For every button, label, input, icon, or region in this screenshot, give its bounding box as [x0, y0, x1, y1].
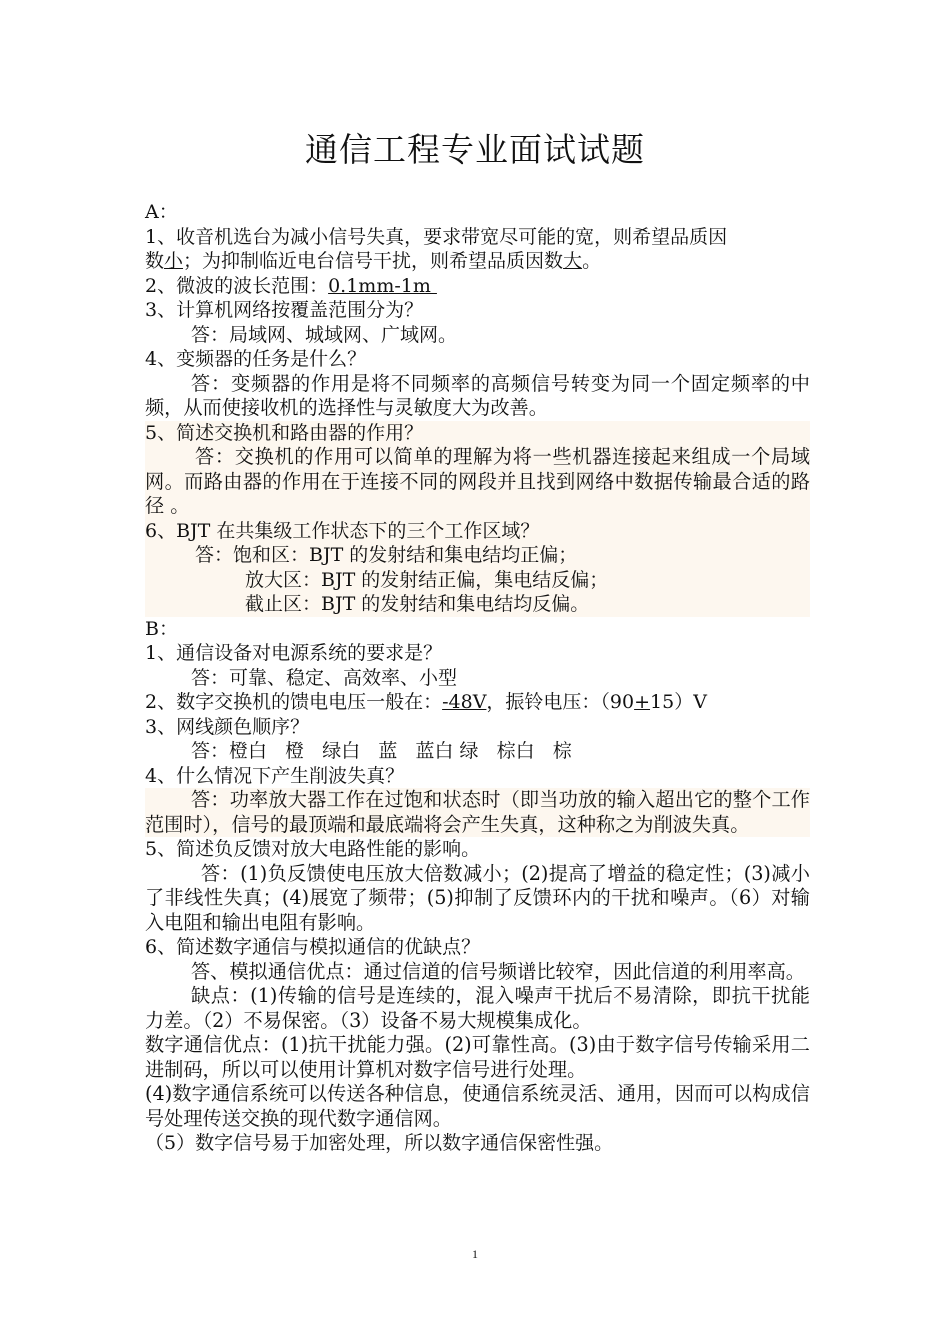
a-question-3: 3、计算机网络按覆盖范围分为？ [145, 299, 424, 321]
a-answer-6-active: 放大区：BJT 的发射结正偏，集电结反偏； [245, 568, 609, 591]
b-answer-6-analog-cons: 缺点：(1)传输的信号是连续的，混入噪声干扰后不易清除，即抗干扰能力差。（2）不易保密。（3）设备不易大规模集成化。 [145, 984, 810, 1032]
answer-small: 小 [164, 250, 184, 272]
a-q5-block [145, 421, 810, 519]
b-answer-6-digital-pros: 数字通信优点：(1)抗干扰能力强。(2)可靠性高。(3)由于数字信号传输采用二进制码，所以可以使用计算机对数字信号进行处理。 [145, 1033, 810, 1081]
b-question-4: 4、什么情况下产生削波失真？ [145, 764, 405, 787]
answer-wavelength: 0.1mm-1m [328, 274, 437, 297]
b-answer-6-analog-pros: 答、模拟通信优点：通过信道的信号频谱比较窄，因此信道的利用率高。 [191, 959, 805, 983]
page-number: 1 [472, 1247, 478, 1261]
a-question-1-line1: 1、收音机选台为减小信号失真，要求带宽尽可能的宽，则希望品质因 [145, 225, 728, 248]
b-question-1: 1、通信设备对电源系统的要求是？ [145, 642, 443, 664]
b-question-5: 5、简述负反馈对放大电路性能的影响。 [145, 838, 481, 860]
a-question-4: 4、变频器的任务是什么？ [145, 348, 367, 370]
b-answer-4: 答：功率放大器工作在过饱和状态时（即当功放的输入超出它的整个工作范围时），信号的最顶端和最底端将会产生失真，这种称之为削波失真。 [145, 788, 810, 836]
a-answer-5: 答：交换机的作用可以简单的理解为将一些机器连接起来组成一个局域网。而路由器的作用在于连接不同的网段并且找到网络中数据传输最合适的路径 。 [145, 445, 810, 517]
plus-minus-sign: + [634, 691, 651, 713]
b-question-3: 3、网线颜色顺序？ [145, 715, 310, 738]
a-answer-6-cutoff: 截止区：BJT 的发射结和集电结均反偏。 [245, 593, 590, 615]
a-question-6: 6、BJT 在共集级工作状态下的三个工作区域？ [145, 519, 540, 542]
a-question-1-line2: 数小；为抑制临近电台信号干扰，则希望品质因数大。 [145, 250, 602, 272]
section-b-label: B： [145, 617, 178, 640]
a-answer-4: 答：变频器的作用是将不同频率的高频信号转变为同一个固定频率的中频，从而使接收机的选择性与灵敏度大为改善。 [145, 371, 810, 419]
a-answer-3: 答：局域网、城域网、广域网。 [191, 323, 458, 346]
page-title: 通信工程专业面试试题 [305, 130, 645, 169]
a-question-5: 5、简述交换机和路由器的作用？ [145, 421, 424, 444]
b-answer-6-digital-5: （5）数字信号易于加密处理，所以数字通信保密性强。 [145, 1132, 614, 1154]
b-answer-6-digital-4: (4)数字通信系统可以传送各种信息，使通信系统灵活、通用，因而可以构成信号处理传送交换的现代数字通信网。 [145, 1082, 810, 1130]
document-body [145, 200, 810, 1156]
b-question-6: 6、简述数字通信与模拟通信的优缺点？ [145, 936, 481, 958]
a-question-2: 2、微波的波长范围：0.1mm-1m [145, 274, 437, 297]
section-a-label: A： [145, 201, 178, 223]
answer-feed-voltage: -48V [442, 691, 487, 713]
a-q6-block [145, 519, 810, 617]
a-answer-6-saturation: 答：饱和区：BJT 的发射结和集电结均正偏； [195, 544, 578, 566]
b-answer-5: 答：(1)负反馈使电压放大倍数减小；(2)提高了增益的稳定性；(3)减小了非线性失真；(4)展宽了频带；(5)抑制了反馈环内的干扰和噪声。（6）对输入电阻和输出电阻有影响。 [145, 861, 810, 934]
b-answer-3: 答：橙白 橙 绿白 蓝 蓝白 绿 棕白 棕 [191, 740, 572, 762]
b-question-2: 2、数字交换机的馈电电压一般在：-48V，振铃电压：（90+15）V [145, 691, 707, 713]
b-answer-1: 答：可靠、稳定、高效率、小型 [191, 666, 458, 689]
answer-large: 大 [563, 250, 583, 272]
